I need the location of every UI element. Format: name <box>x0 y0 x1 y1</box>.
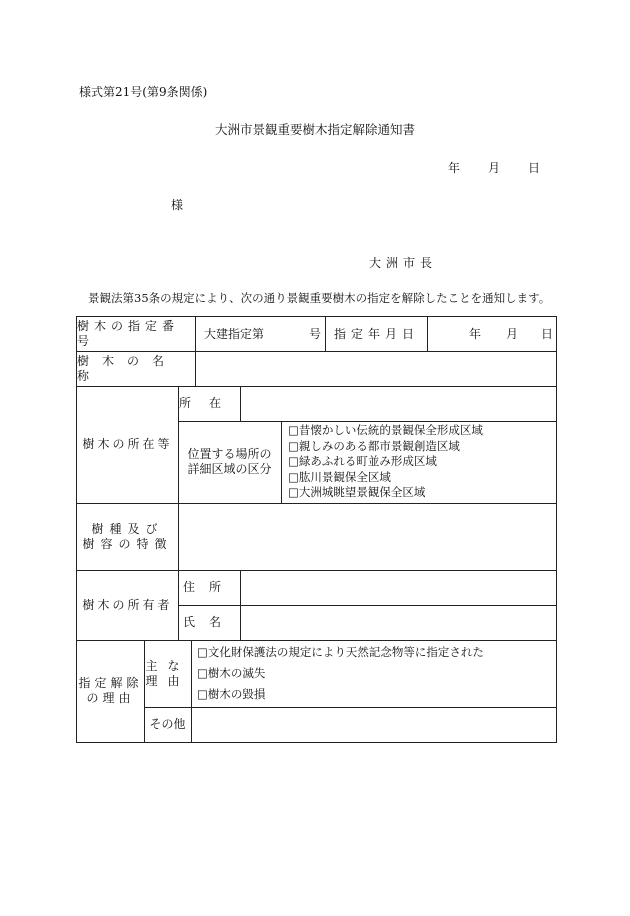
main-reason-checklist <box>197 640 556 707</box>
species-label <box>77 503 178 570</box>
reason-option-lost[interactable]: □樹木の滅失 <box>197 666 266 680</box>
reason-option-damaged[interactable]: □樹木の毀損 <box>197 687 266 701</box>
date-month-label: 月 <box>488 161 501 175</box>
notice-table <box>76 316 557 743</box>
main-reason-label-line1: 主な <box>145 658 190 673</box>
owner-label: 樹木の所有者 <box>82 597 173 612</box>
issue-date <box>448 162 540 174</box>
date-year-label: 年 <box>448 161 461 175</box>
tree-name-label: 樹木の名称 <box>77 353 178 383</box>
recipient-honorific: 様 <box>171 198 184 212</box>
owner-name-label: 氏名 <box>182 615 235 629</box>
document-title: 大洲市景観重要樹木指定解除通知書 <box>214 122 415 137</box>
owner-address-label: 住所 <box>182 580 235 594</box>
designation-date-month: 月 <box>506 326 519 341</box>
zone-checklist <box>288 421 556 503</box>
zone-label-line2: 詳細区域の区分 <box>187 462 272 476</box>
designation-number-label: 樹木の指定番号 <box>77 319 180 348</box>
species-label-line1: 樹種及び <box>91 521 164 536</box>
main-reason-label <box>144 640 191 707</box>
species-label-line2: 樹容の特徴 <box>82 536 173 551</box>
designation-date-year: 年 <box>469 326 482 341</box>
designation-number-prefix: 大建指定第 <box>204 326 265 341</box>
reason-label-line2: の理由 <box>86 691 135 705</box>
other-reason-label: その他 <box>149 717 186 731</box>
issuer-name: 大洲市長 <box>369 256 438 270</box>
designation-number-suffix: 号 <box>309 326 322 341</box>
zone-label-line1: 位置する場所の <box>187 447 272 461</box>
location-label: 樹木の所在等 <box>82 437 173 451</box>
reason-option-natural-monument[interactable]: □文化財保護法の規定により天然記念物等に指定された <box>197 645 484 659</box>
address-label: 所在 <box>178 396 239 410</box>
notice-text: 景観法第35条の規定により、次の通り景観重要樹木の指定を解除したことを通知します。 <box>88 291 551 305</box>
reason-label <box>77 640 144 742</box>
zone-option-greenery[interactable]: □緑あふれる町並み形成区域 <box>288 454 437 469</box>
zone-label <box>178 421 281 503</box>
date-day-label: 日 <box>528 161 541 175</box>
form-number: 様式第21号(第9条関係) <box>79 85 208 99</box>
zone-option-traditional[interactable]: □昔懐かしい伝統的景観保全形成区域 <box>288 423 483 438</box>
designation-date-day: 日 <box>541 326 554 341</box>
main-reason-label-line2: 理由 <box>145 673 190 688</box>
reason-label-line1: 指定解除 <box>78 676 143 690</box>
zone-option-hijikawa[interactable]: □肱川景観保全区域 <box>288 469 391 484</box>
designation-date-label: 指定年月日 <box>333 326 419 341</box>
zone-option-urban[interactable]: □親しみのある都市景観創造区域 <box>288 438 460 453</box>
zone-option-castle-view[interactable]: □大洲城眺望景観保全区域 <box>288 485 426 500</box>
